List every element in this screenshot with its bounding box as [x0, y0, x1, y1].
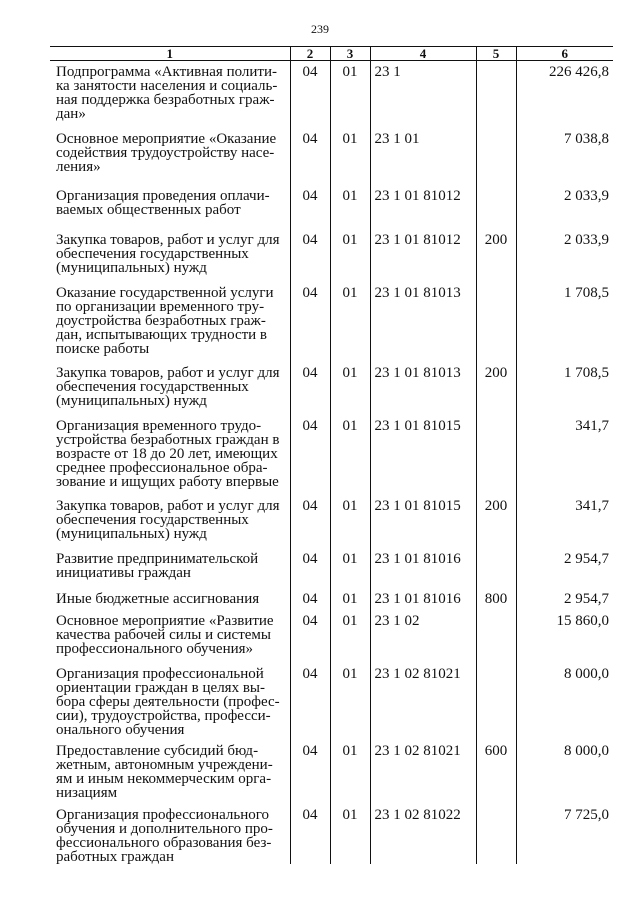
- row-amount: 1 708,5: [516, 362, 613, 415]
- row-subsection: 01: [330, 495, 370, 548]
- row-section: 04: [290, 128, 330, 185]
- row-subsection: 01: [330, 804, 370, 864]
- row-target-code: 23 1 01 81015: [370, 495, 476, 548]
- row-section: 04: [290, 229, 330, 282]
- row-expense-type: [476, 610, 516, 663]
- row-expense-type: 600: [476, 740, 516, 804]
- table-row: [50, 663, 613, 740]
- row-subsection: 01: [330, 663, 370, 740]
- row-section: 04: [290, 588, 330, 610]
- row-target-code: 23 1 02 81021: [370, 740, 476, 804]
- row-target-code: 23 1 01 81013: [370, 282, 476, 362]
- row-subsection: 01: [330, 610, 370, 663]
- column-header: 4: [370, 47, 476, 61]
- table-body: [50, 61, 613, 864]
- table-row: [50, 362, 613, 415]
- row-expense-type: [476, 415, 516, 495]
- row-expense-type: 200: [476, 495, 516, 548]
- row-amount: 7 038,8: [516, 128, 613, 185]
- row-expense-type: [476, 61, 516, 128]
- row-subsection: 01: [330, 740, 370, 804]
- row-amount: 1 708,5: [516, 282, 613, 362]
- column-header: 5: [476, 47, 516, 61]
- row-amount: 7 725,0: [516, 804, 613, 864]
- table-row: [50, 185, 613, 229]
- row-section: 04: [290, 495, 330, 548]
- row-name: Оказание государственной услуги по организации временного тру- доустройства безработных граж- дан, испытывающих трудности в поиске работы: [56, 284, 274, 357]
- row-amount: 8 000,0: [516, 740, 613, 804]
- row-target-code: 23 1: [370, 61, 476, 128]
- row-name: Подпрограмма «Активная полити- ка занятости населения и социаль- ная поддержка безработных граж- дан»: [56, 64, 278, 122]
- row-amount: 2 954,7: [516, 548, 613, 588]
- row-expense-type: [476, 185, 516, 229]
- row-amount: 2 033,9: [516, 229, 613, 282]
- row-target-code: 23 1 01 81012: [370, 185, 476, 229]
- row-name: Организация временного трудо- устройства безработных граждан в возрасте от 18 до 20 лет, имеющих среднее профессиональное обра- зование и ищущих работу впервые: [56, 417, 280, 490]
- row-subsection: 01: [330, 61, 370, 128]
- row-target-code: 23 1 01 81015: [370, 415, 476, 495]
- table-header: [50, 47, 613, 61]
- row-section: 04: [290, 415, 330, 495]
- row-name: Развитие предпринимательской инициативы граждан: [56, 550, 259, 581]
- row-subsection: 01: [330, 548, 370, 588]
- table-row: [50, 588, 613, 610]
- column-header: 1: [50, 47, 290, 61]
- row-section: 04: [290, 548, 330, 588]
- row-amount: 341,7: [516, 415, 613, 495]
- row-name: Иные бюджетные ассигнования: [56, 590, 260, 607]
- row-subsection: 01: [330, 185, 370, 229]
- row-subsection: 01: [330, 362, 370, 415]
- row-name: Организация проведения оплачи- ваемых общественных работ: [56, 187, 270, 218]
- table-row: [50, 229, 613, 282]
- row-section: 04: [290, 740, 330, 804]
- row-amount: 15 860,0: [516, 610, 613, 663]
- row-expense-type: [476, 663, 516, 740]
- row-target-code: 23 1 01 81016: [370, 548, 476, 588]
- row-expense-type: 800: [476, 588, 516, 610]
- row-subsection: 01: [330, 229, 370, 282]
- column-header: 6: [516, 47, 613, 61]
- row-amount: 2 954,7: [516, 588, 613, 610]
- row-name: Организация профессионального обучения и дополнительного про- фессионального образования без- работных граждан: [56, 806, 273, 865]
- row-name: Закупка товаров, работ и услуг для обеспечения государственных (муниципальных) нужд: [56, 231, 280, 276]
- row-target-code: 23 1 01 81013: [370, 362, 476, 415]
- page-number: 239: [311, 22, 329, 36]
- row-expense-type: [476, 548, 516, 588]
- row-expense-type: [476, 804, 516, 864]
- table-row: [50, 804, 613, 864]
- row-name: Закупка товаров, работ и услуг для обеспечения государственных (муниципальных) нужд: [56, 497, 280, 542]
- row-name: Закупка товаров, работ и услуг для обеспечения государственных (муниципальных) нужд: [56, 364, 280, 409]
- table-row: [50, 415, 613, 495]
- row-name: Организация профессиональной ориентации граждан в целях вы- бора сферы деятельности (профес- сии), трудоустройства, професси- онального обучения: [56, 665, 280, 738]
- row-amount: 341,7: [516, 495, 613, 548]
- row-subsection: 01: [330, 282, 370, 362]
- table-row: [50, 282, 613, 362]
- header-row: [50, 47, 613, 61]
- row-name: Основное мероприятие «Развитие качества рабочей силы и системы профессионального обучения»: [56, 612, 274, 657]
- row-section: 04: [290, 362, 330, 415]
- row-target-code: 23 1 01 81012: [370, 229, 476, 282]
- row-amount: 226 426,8: [516, 61, 613, 128]
- row-expense-type: [476, 128, 516, 185]
- table-row: [50, 128, 613, 185]
- row-target-code: 23 1 02: [370, 610, 476, 663]
- row-section: 04: [290, 282, 330, 362]
- row-subsection: 01: [330, 128, 370, 185]
- row-section: 04: [290, 610, 330, 663]
- row-expense-type: [476, 282, 516, 362]
- table-row: [50, 610, 613, 663]
- row-target-code: 23 1 01: [370, 128, 476, 185]
- row-expense-type: 200: [476, 362, 516, 415]
- row-name: Предоставление субсидий бюд- жетным, автономным учреждени- ям и иным некоммерческим орга- низациям: [56, 742, 273, 801]
- row-amount: 8 000,0: [516, 663, 613, 740]
- row-name: Основное мероприятие «Оказание содействия трудоустройству насе- ления»: [56, 130, 277, 175]
- table-row: [50, 548, 613, 588]
- row-target-code: 23 1 02 81021: [370, 663, 476, 740]
- table-row: [50, 495, 613, 548]
- row-expense-type: 200: [476, 229, 516, 282]
- row-section: 04: [290, 804, 330, 864]
- row-amount: 2 033,9: [516, 185, 613, 229]
- row-target-code: 23 1 02 81022: [370, 804, 476, 864]
- column-header: 2: [290, 47, 330, 61]
- row-section: 04: [290, 185, 330, 229]
- budget-table: [50, 46, 613, 864]
- row-target-code: 23 1 01 81016: [370, 588, 476, 610]
- row-section: 04: [290, 663, 330, 740]
- column-header: 3: [330, 47, 370, 61]
- row-subsection: 01: [330, 588, 370, 610]
- row-section: 04: [290, 61, 330, 128]
- table-row: [50, 740, 613, 804]
- row-subsection: 01: [330, 415, 370, 495]
- table-row: [50, 61, 613, 128]
